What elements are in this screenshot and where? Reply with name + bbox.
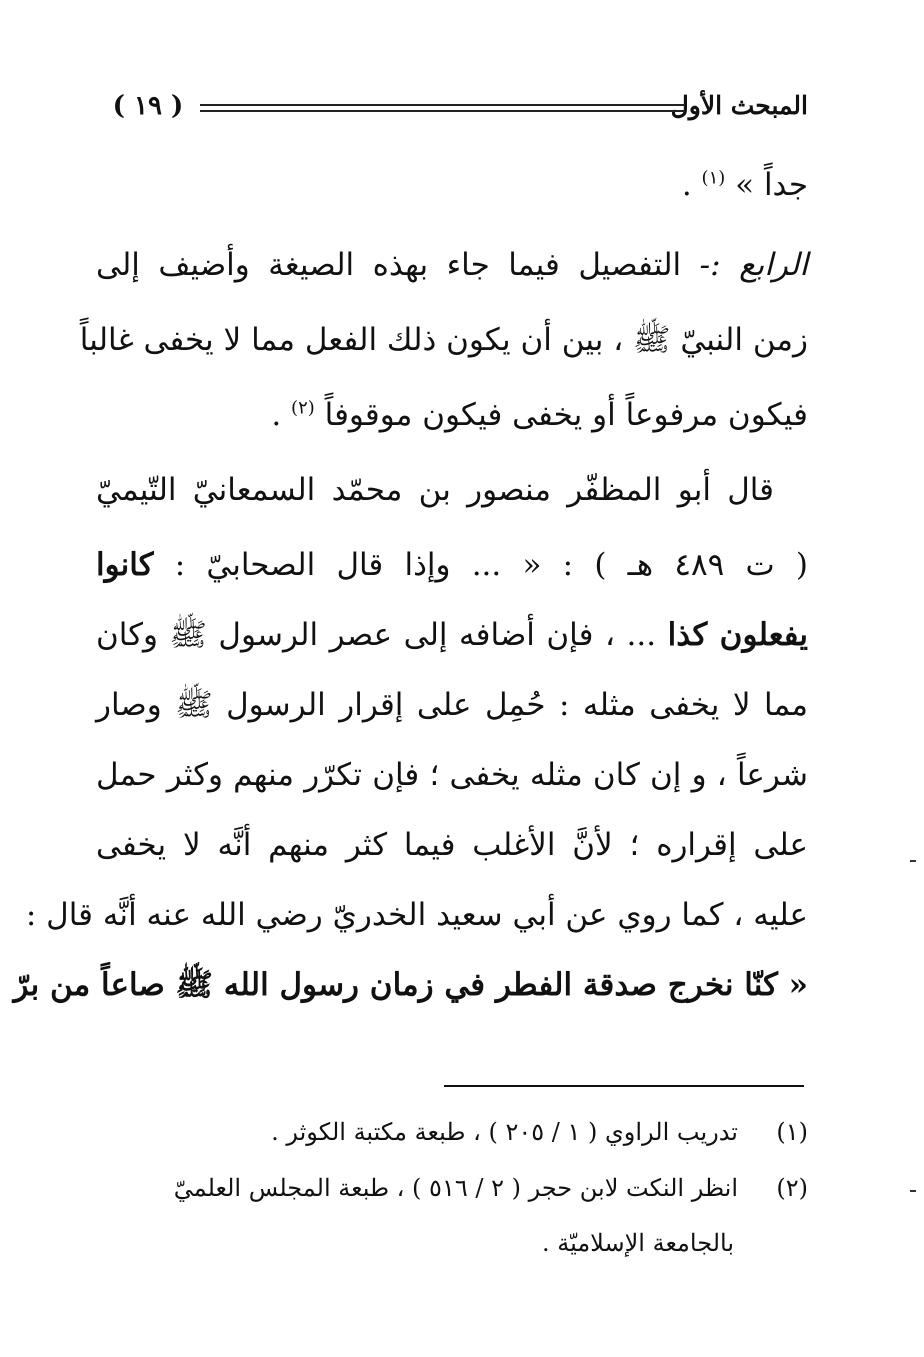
body-line-10: على إقراره ؛ لأنَّ الأغلب فيما كثر منهم أنَّه لا يخفى xyxy=(96,827,808,863)
footnote-2 xyxy=(96,1163,808,1213)
body-line-1: جداً » $^{(١)}$ . xyxy=(681,167,808,203)
body-line-11: عليه ، كما روي عن أبي سعيد الخدريّ رضي الله عنه أنَّه قال : xyxy=(25,897,808,933)
page-number: ( ١٩ ) xyxy=(112,91,184,121)
scan-edge-mark xyxy=(910,1190,916,1192)
section-label: الرابع :- xyxy=(699,247,808,283)
header-rule-top xyxy=(200,104,685,106)
footnote-text: انظر النكت لابن حجر ( ٢ / ٥١٦ ) ، طبعة المجلس العلميّ xyxy=(173,1174,738,1202)
body-line-3: زمن النبيّ ﷺ ، بين أن يكون ذلك الفعل مما لا يخفى غالباً xyxy=(79,322,808,358)
header-rule-bottom xyxy=(200,110,685,112)
scan-edge-mark xyxy=(910,860,916,862)
body-line-9: شرعاً ، و إن كان مثله يخفى ؛ فإن تكرّر منهم وكثر حمل xyxy=(96,757,808,793)
footnote-number: (٢) xyxy=(776,1174,808,1202)
body-line-12: « كنّا نخرج صدقة الفطر في زمان رسول الله ﷺ صاعاً من برّ xyxy=(13,967,808,1003)
footnote-text: تدريب الراوي ( ١ / ٢٠٥ ) ، طبعة مكتبة الكوثر . xyxy=(271,1118,738,1146)
footnote-1 xyxy=(96,1107,808,1157)
footnote-2-continuation: بالجامعة الإسلاميّة . xyxy=(541,1229,734,1257)
footnote-ref-1[interactable]: (١) xyxy=(701,167,726,189)
body-line-6: ( ت ٤٨٩ هـ ) : « ... وإذا قال الصحابيّ : كانوا xyxy=(96,547,808,583)
footnote-number: (١) xyxy=(776,1118,808,1146)
body-line-8: مما لا يخفى مثله : حُمِل على إقرار الرسول ﷺ وصار xyxy=(96,687,808,723)
running-header-title: المبحث الأول xyxy=(670,91,808,120)
body-line-7: يفعلون كذا ... ، فإن أضافه إلى عصر الرسول ﷺ وكان xyxy=(96,617,808,653)
body-line-5: قال أبو المظفّر منصور بن محمّد السمعانيّ التّيميّ xyxy=(96,472,774,508)
body-line-2: الرابع :- التفصيل فيما جاء بهذه الصيغة وأضيف إلى xyxy=(96,247,808,283)
footnote-ref-2[interactable]: (٢) xyxy=(291,397,315,419)
body-line-4: فيكون مرفوعاً أو يخفى فيكون موقوفاً $^{(٢)}$ . xyxy=(271,397,808,433)
footnote-separator xyxy=(444,1085,804,1087)
